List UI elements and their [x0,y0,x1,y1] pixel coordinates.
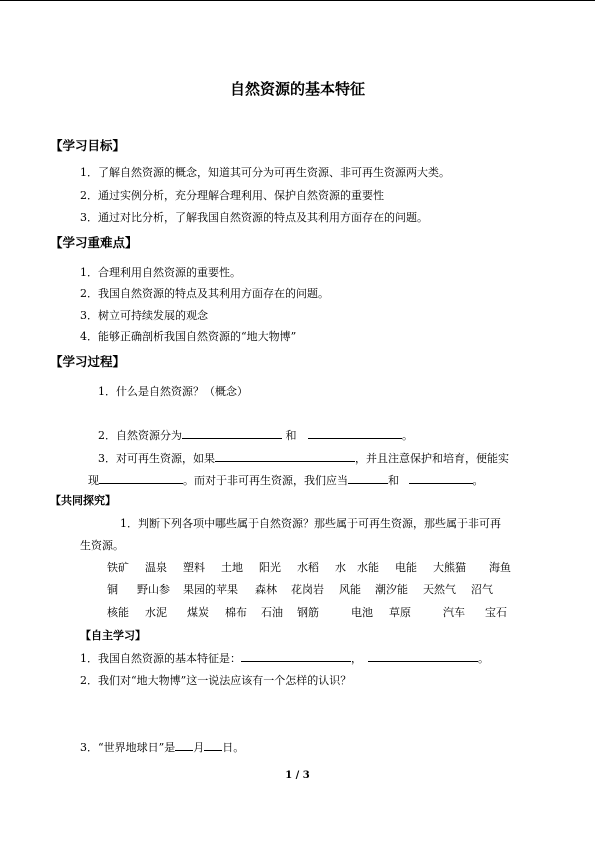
resource-item: 核能 [107,606,129,619]
explore-question-1-line-2: 生资源。 [80,539,124,552]
self-study-question-2: 2．我们对“地大物博”这一说法应该有一个怎样的认识？ [80,674,352,687]
process-q3-text-d: 。而对于非可再生资源，我们应当 [183,474,348,487]
section-heading-key-points: 【学习重难点】 [50,235,138,250]
self-study-q1-text-c: 。 [478,652,489,665]
process-q3-text-e: 和 [388,474,399,487]
goal-item-3: 3．通过对比分析，了解我国自然资源的特点及其利用方面存在的问题。 [80,211,428,224]
resource-row-1 [107,559,519,575]
resource-item: 水能 [357,561,379,574]
resource-item: 果园的苹果 [183,583,238,596]
goal-item-2: 2．通过实例分析，充分理解合理利用、保护自然资源的重要性 [80,189,384,202]
key-point-item-4: 4．能够正确剖析我国自然资源的“地大物博” [80,330,297,343]
resource-item: 宝石 [485,606,507,619]
answer-blank[interactable] [99,472,183,484]
resource-item: 电池 [351,606,373,619]
process-q3-text-f: 。 [472,474,484,487]
answer-blank[interactable] [204,739,222,751]
key-point-item-2: 2．我国自然资源的特点及其利用方面存在的问题。 [80,287,329,300]
resource-item: 潮汐能 [375,583,408,596]
answer-blank[interactable] [348,472,388,484]
resource-row-2 [107,581,501,597]
resource-item: 塑料 [183,561,205,574]
process-question-1: 1．什么是自然资源？（概念） [98,385,248,398]
process-q3-text-b: ，并且注意保护和培育，便能实 [355,452,509,465]
self-study-q3-text-c: 日。 [222,741,245,754]
resource-row-3 [107,604,515,620]
page-title: 自然资源的基本特征 [229,80,365,98]
resource-item: 石油 [261,606,283,619]
resource-item: 野山参 [137,583,170,596]
answer-blank[interactable] [215,450,355,462]
section-heading-self-study: 【自主学习】 [80,629,146,642]
resource-item: 铜 [107,583,118,596]
resource-item: 钢筋 [297,606,319,619]
section-heading-goals: 【学习目标】 [50,138,126,153]
resource-item: 铁矿 [107,561,129,574]
section-heading-explore: 【共同探究】 [50,494,116,507]
self-study-q3-text-a: 3．“世界地球日”是 [80,741,176,754]
resource-item: 天然气 [423,583,456,596]
self-study-q1-text-a: 1．我国自然资源的基本特征是： [80,652,241,665]
answer-blank[interactable] [241,650,351,662]
resource-item: 温泉 [145,561,167,574]
process-question-3-line-1 [98,450,509,466]
resource-item: 风能 [339,583,361,596]
process-question-3-line-2 [88,472,484,488]
self-study-q1-text-b: ， [351,652,362,665]
header-rule [0,0,595,1]
process-q2-text-b: 和 [285,429,297,442]
goal-item-1: 1．了解自然资源的概念，知道其可分为可再生资源、非可再生资源两大类。 [80,166,450,179]
resource-item: 水 [335,561,346,574]
answer-blank[interactable] [175,739,193,751]
process-q2-text-a: 2．自然资源分为 [98,429,182,442]
answer-blank[interactable] [182,427,282,439]
resource-item: 沼气 [471,583,493,596]
key-point-item-3: 3．树立可持续发展的观念 [80,309,208,322]
resource-item: 煤炭 [187,606,209,619]
page-number: 1 / 3 [285,770,310,781]
self-study-question-1 [80,650,489,666]
resource-item: 水稻 [297,561,319,574]
process-question-2 [98,427,413,443]
process-q3-text-c: 现 [88,474,99,487]
process-q3-text-a: 3．对可再生资源，如果 [98,452,215,465]
resource-item: 海鱼 [489,561,511,574]
resource-item: 土地 [221,561,243,574]
answer-blank[interactable] [409,472,473,484]
resource-item: 森林 [255,583,277,596]
resource-item: 水泥 [145,606,167,619]
resource-item: 电能 [395,561,417,574]
explore-question-1-line-1: 1．判断下列各项中哪些属于自然资源？那些属于可再生资源，那些属于非可再 [120,517,501,530]
resource-item: 阳光 [259,561,281,574]
self-study-q3-text-b: 月 [193,741,205,754]
answer-blank[interactable] [368,650,478,662]
resource-item: 棉布 [225,606,247,619]
process-q2-text-c: 。 [402,429,413,442]
resource-item: 花岗岩 [291,583,324,596]
answer-blank[interactable] [308,427,402,439]
self-study-question-3 [80,739,244,755]
key-point-item-1: 1．合理利用自然资源的重要性。 [80,266,241,279]
section-heading-process: 【学习过程】 [50,354,126,369]
resource-item: 大熊猫 [433,561,466,574]
resource-item: 汽车 [443,606,465,619]
resource-item: 草原 [389,606,411,619]
